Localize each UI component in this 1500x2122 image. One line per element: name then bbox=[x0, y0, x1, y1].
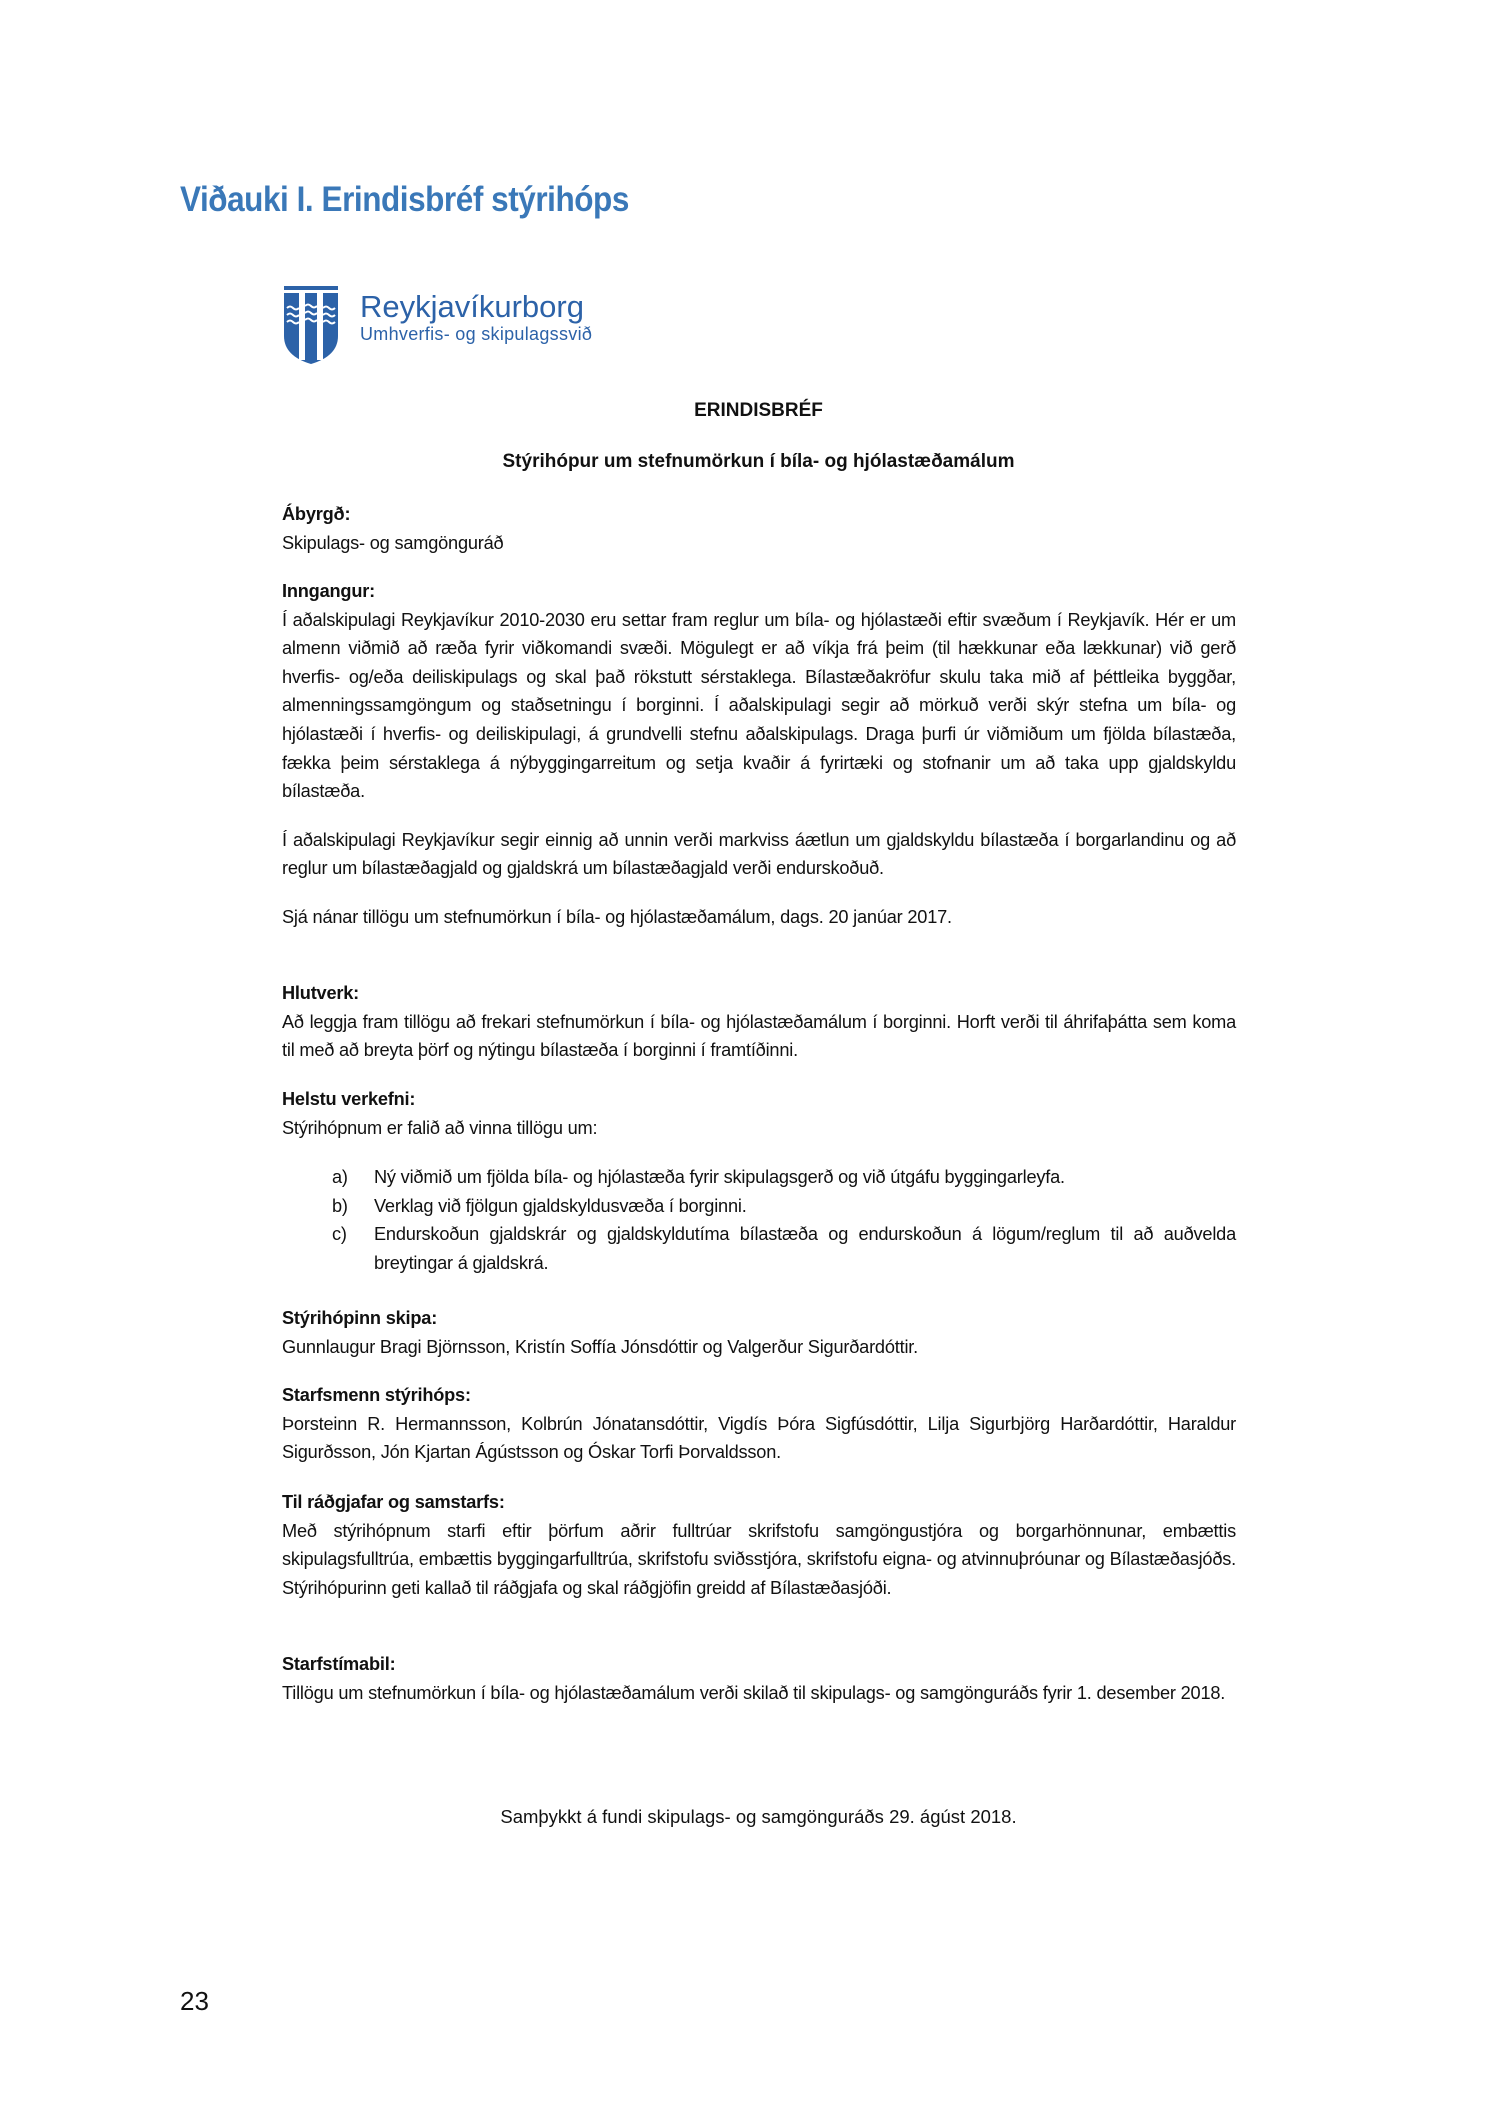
section-heading: Stýrihópinn skipa: bbox=[282, 1308, 438, 1328]
section-heading: Inngangur: bbox=[282, 581, 375, 601]
section-heading: Hlutverk: bbox=[282, 983, 360, 1003]
section-heading: Helstu verkefni: bbox=[282, 1089, 416, 1109]
approval-note: Samþykkt á fundi skipulags- og samgönguráðs 29. ágúst 2018. bbox=[500, 1806, 1017, 1827]
coat-of-arms-icon bbox=[282, 284, 340, 366]
paragraph: Í aðalskipulagi Reykjavíkur 2010-2030 eru settar fram reglur um bíla- og hjólastæði eftir svæðum í Reykjavík. Hér er um almenn viðmið að ræða fyrir viðkomandi svæði. Mögulegt er að víkja frá þeim (til hækkunar eða lækkunar) við gerð hverfis- og/eða deiliskipulags og skal það rökstutt sérstaklega. Bílastæðakröfur skulu taka mið af þéttleika byggðar, almenningssamgöngum og staðsetningu í borginni. Í aðalskipulagi segir að mörkuð verði skýr stefna um bíla- og hjólastæði í hverfis- og deiliskipulagi, á grundvelli stefnu aðalskipulags. Draga þurfi úr viðmiðum um fjölda bílastæða, fækka þeim sérstaklega á nýbyggingarreitum og setja kvaðir á fyrirtæki og stofnanir um að taka upp gjaldskyldu bílastæða. bbox=[282, 609, 1236, 802]
list-item: b) Verklag við fjölgun gjaldskyldusvæða í borginni. bbox=[332, 1195, 747, 1216]
section-timabil bbox=[282, 1650, 1236, 1707]
section-text: Tillögu um stefnumörkun í bíla- og hjólastæðamálum verði skilað til skipulags- og samgönguráðs fyrir 1. desember 2018. bbox=[282, 1682, 1226, 1703]
page-number: 23 bbox=[180, 1986, 209, 2016]
paragraph: Sjá nánar tillögu um stefnumörkun í bíla- og hjólastæðamálum, dags. 20 janúar 2017. bbox=[282, 906, 952, 927]
document-title: ERINDISBRÉF bbox=[694, 400, 823, 421]
appendix-heading: Viðauki I. Erindisbréf stýrihóps bbox=[180, 180, 629, 219]
section-heading: Til ráðgjafar og samstarfs: bbox=[282, 1492, 505, 1512]
logo-name: Reykjavíkurborg bbox=[360, 289, 584, 324]
task-list bbox=[282, 1163, 1236, 1277]
section-heading: Ábyrgð: bbox=[282, 504, 351, 524]
paragraph: Í aðalskipulagi Reykjavíkur segir einnig að unnin verði markviss áætlun um gjaldskyldu bílastæða í borgarlandinu og að reglur um bílastæðagjald og gjaldskrá um bílastæðagjald verði endurskoðuð. bbox=[282, 829, 1236, 879]
reykjavik-logo bbox=[282, 284, 592, 366]
section-text: Gunnlaugur Bragi Björnsson, Kristín Soffía Jónsdóttir og Valgerður Sigurðardóttir. bbox=[282, 1336, 919, 1357]
section-skipa bbox=[282, 1304, 1236, 1361]
logo-division: Umhverfis- og skipulagssvið bbox=[360, 324, 593, 344]
document-subtitle: Stýrihópur um stefnumörkun í bíla- og hjólastæðamálum bbox=[502, 451, 1015, 472]
section-radgjof bbox=[282, 1488, 1236, 1602]
section-text: Þorsteinn R. Hermannsson, Kolbrún Jónatansdóttir, Vigdís Þóra Sigfúsdóttir, Lilja Sigurbjörg Harðardóttir, Haraldur Sigurðsson, Jón Kjartan Ágústsson og Óskar Torfi Þorvaldsson. bbox=[282, 1413, 1236, 1463]
section-abyrgd bbox=[282, 500, 1236, 557]
section-heading: Starfsmenn stýrihóps: bbox=[282, 1385, 471, 1405]
section-heading: Starfstímabil: bbox=[282, 1654, 396, 1674]
section-hlutverk bbox=[282, 979, 1236, 1065]
list-item: c) Endurskoðun gjaldskrár og gjaldskyldutíma bílastæða og endurskoðun á lögum/reglum til að auðvelda breytingar á gjaldskrá. bbox=[332, 1224, 1236, 1273]
section-text: Með stýrihópnum starfi eftir þörfum aðrir fulltrúar skrifstofu samgöngustjóra og borgarhönnunar, embættis skipulagsfulltrúa, embættis byggingarfulltrúa, skrifstofu sviðsstjóra, skrifstofu eigna- og atvinnuþróunar og Bílastæðasjóðs. Stýrihópurinn geti kallað til ráðgjafa og skal ráðgjöfin greidd af Bílastæðasjóði. bbox=[282, 1520, 1236, 1598]
section-intro: Stýrihópnum er falið að vinna tillögu um: bbox=[282, 1117, 598, 1138]
section-starfsmenn bbox=[282, 1381, 1236, 1467]
section-inngangur bbox=[282, 577, 1236, 932]
section-verkefni bbox=[282, 1085, 1236, 1278]
section-text: Að leggja fram tillögu að frekari stefnumörkun í bíla- og hjólastæðamálum í borginni. Horft verði til áhrifaþátta sem koma til með að breyta þörf og nýtingu bílastæða í borginni í framtíðinni. bbox=[282, 1011, 1236, 1061]
section-text: Skipulags- og samgönguráð bbox=[282, 532, 504, 553]
list-item: a) Ný viðmið um fjölda bíla- og hjólastæða fyrir skipulagsgerð og við útgáfu byggingarleyfa. bbox=[332, 1167, 1065, 1188]
